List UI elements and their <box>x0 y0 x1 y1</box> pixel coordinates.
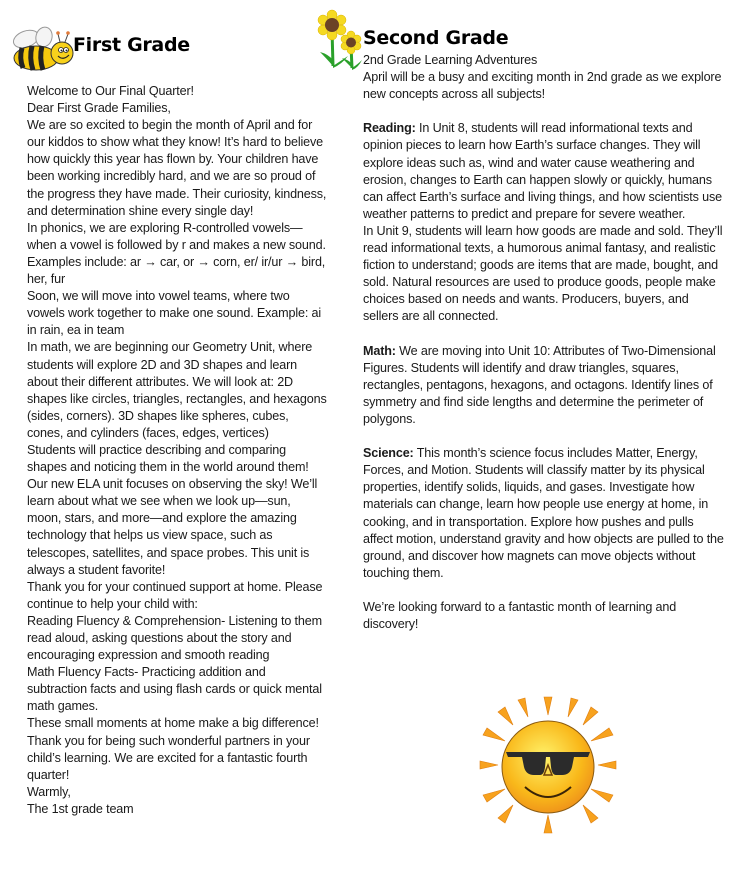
first-grade-line: In math, we are beginning our Geometry Unit, where students will explore 2D and 3D shapes and learn about their different attributes. We will look at: 2D shapes like circles, triangles, rectangles, and hexagons (sides, corners). 3D shapes like spheres, cubes, cones, and cylinders (faces, edges, vertices) <box>27 340 327 440</box>
first-grade-line: Thank you for being such wonderful partners in your child’s learning. We are excited for a fantastic fourth quarter! <box>27 733 310 782</box>
science-label: Science: <box>363 446 414 461</box>
first-grade-line: Our new ELA unit focuses on observing the sky! We’ll learn about what we see when we look up—sun, moon, stars, and more—and explore the amazing technology that helps us view space, such as telescopes, satellites, and space probes. This unit is always a student favorite! <box>27 477 318 577</box>
math-text: We are moving into Unit 10: Attributes of Two-Dimensional Figures. Students will identify and draw triangles, squares, rectangles, pentagons, hexagons, and octagons. Identify lines of symmetry and find side lengths and determine the perimeter of polygons. <box>363 343 716 426</box>
science-section <box>363 445 725 582</box>
first-grade-line: In phonics, we are exploring R-controlled vowels—when a vowel is followed by r and makes a new sound. Examples include: ar → car, or → corn, er/ ir/ur → bird, her, fur <box>27 220 326 287</box>
second-grade-subtitle: 2nd Grade Learning Adventures <box>363 53 538 67</box>
math-label: Math: <box>363 343 396 358</box>
first-grade-line: Students will practice describing and comparing shapes and noticing them in the world around them! <box>27 442 309 475</box>
reading-label: Reading: <box>363 121 416 136</box>
math-section <box>363 343 725 428</box>
closing-text: We’re looking forward to a fantastic month of learning and discovery! <box>363 600 677 632</box>
first-grade-line: The 1st grade team <box>27 801 134 816</box>
first-grade-line: Math Fluency Facts- Practicing addition and subtraction facts and using flash cards or quick mental math games. <box>27 665 322 714</box>
first-grade-line: Reading Fluency & Comprehension- Listening to them read aloud, asking questions about the story and encouraging expression and smooth reading <box>27 613 322 663</box>
first-grade-line: Warmly, <box>27 784 71 799</box>
sunflower-icon <box>316 8 366 72</box>
second-grade-title: Second Grade <box>363 27 509 49</box>
first-grade-line: These small moments at home make a big difference! <box>27 716 319 731</box>
first-grade-line: Dear First Grade Families, <box>27 101 171 116</box>
reading-text: In Unit 8, students will read informational texts and opinion pieces to learn how Earth’s surface changes. They will explore ideas such as, wind and water cause weathering and erosion, changes to Earth can happen slowly or quickly, humans can affect Earth’s surface and living things, and how scientists use weather patterns to predict and prepare for severe weather. <box>363 121 722 221</box>
first-grade-line: Welcome to Our Final Quarter! <box>27 84 194 98</box>
science-text: This month’s science focus includes Matter, Energy, Forces, and Motion. Students will classify matter by its physical properties, identify solids, liquids, and gases. Investigate how materials can change, learn how people use energy at home, in cooking, and in transportation. Explore how pushes and pulls affect motion, understand gravity and how objects are pulled to the ground, and discover how magnets can move objects without touching them. <box>363 446 724 580</box>
first-grade-title: First Grade <box>73 34 190 56</box>
second-grade-intro: April will be a busy and exciting month in 2nd grade as we explore new concepts across all subjects! <box>363 70 722 102</box>
first-grade-line: We are so excited to begin the month of April and for our kiddos to show what they know! It’s hard to believe how quickly this year has flown by. Your children have been working incredibly hard, and we are so proud of the progress they have made. Their curiosity, kindness, and determination shine every single day! <box>27 118 327 218</box>
first-grade-line: Thank you for your continued support at home. Please continue to help your child with: <box>27 579 323 611</box>
reading-text-unit9: In Unit 9, students will learn how goods are made and sold. They’ll read informational texts, a humorous animal fantasy, and realistic fiction to understand; goods are items that are made, bought, and sold. Natural resources are used to produce goods, people make choices based on needs and wants. Producers, buyers, and sellers are all connected. <box>363 223 723 324</box>
sun-with-sunglasses-icon <box>478 695 618 835</box>
first-grade-column <box>27 83 327 818</box>
reading-section <box>363 120 725 223</box>
bee-icon <box>8 25 74 75</box>
second-grade-column <box>363 52 725 633</box>
first-grade-line: Soon, we will move into vowel teams, where two vowels work together to make one sound. Example: ai in rain, ea in team <box>27 289 322 338</box>
